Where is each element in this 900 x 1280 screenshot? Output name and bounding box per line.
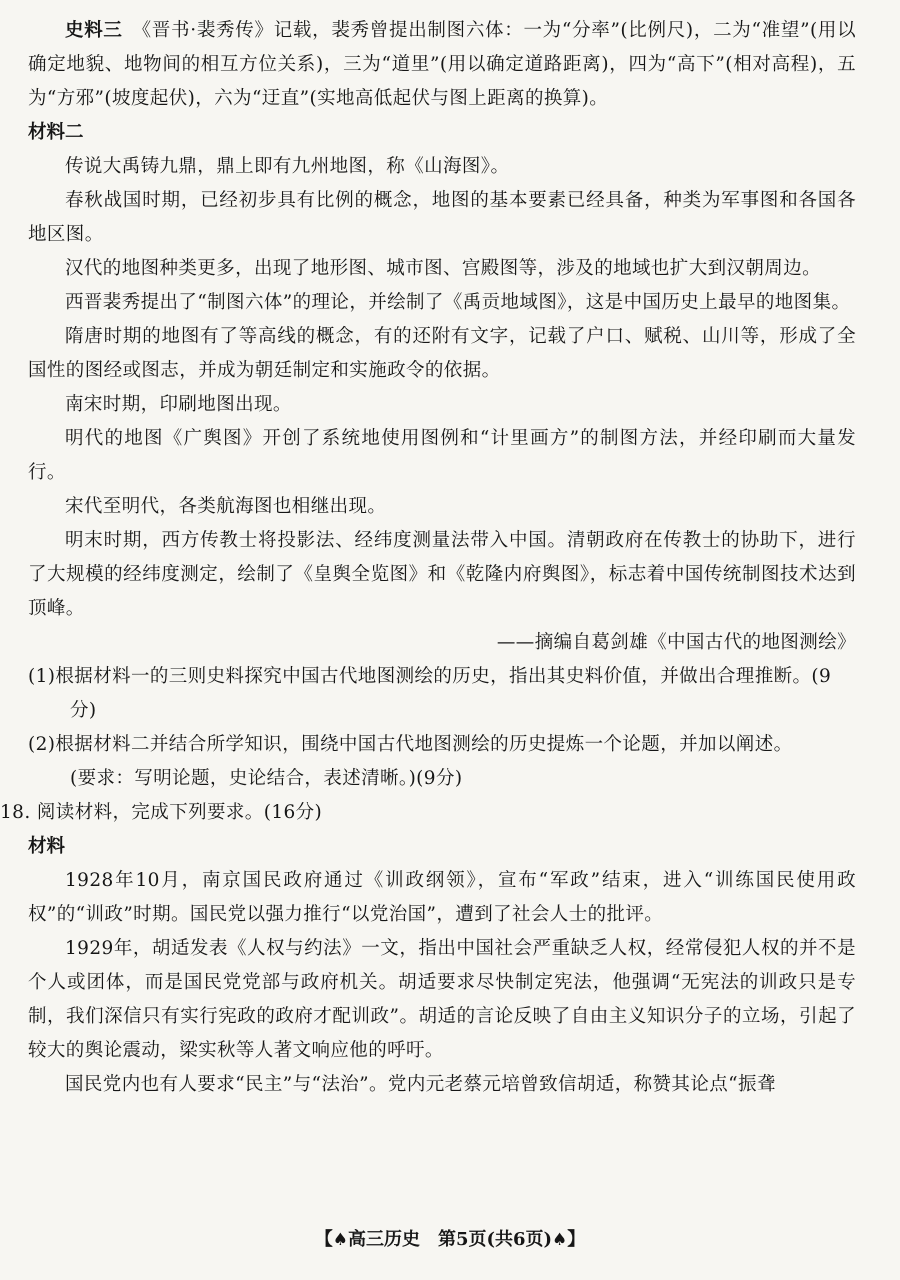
material2-paragraph: 明代的地图《广舆图》开创了系统地使用图例和“计里画方”的制图方法，并经印刷而大量发行。 — [28, 428, 856, 483]
material2-paragraph: 宋代至明代，各类航海图也相继出现。 — [65, 496, 387, 517]
material2-paragraph: 隋唐时期的地图有了等高线的概念，有的还附有文字，记载了户口、赋税、山川等，形成了全国性的图经或图志，并成为朝廷制定和实施政令的依据。 — [28, 326, 856, 381]
q17-part1: (1)根据材料一的三则史料探究中国古代地图测绘的历史，指出其史料价值，并做出合理推断。(9分) — [28, 666, 832, 721]
source3-label: 史料三 — [65, 20, 123, 41]
q18-material-heading: 材料 — [28, 836, 66, 857]
material2-paragraph: 汉代的地图种类更多，出现了地形图、城市图、宫殿图等，涉及的地域也扩大到汉朝周边。 — [65, 258, 822, 279]
q18-title: 18. 阅读材料，完成下列要求。(16分) — [0, 802, 323, 823]
q17-part2: (2)根据材料二并结合所学知识，围绕中国古代地图测绘的历史提炼一个论题，并加以阐述。 — [28, 734, 793, 755]
material2-paragraph: 南宋时期，印刷地图出现。 — [65, 394, 292, 415]
material2-source-citation: ——摘编自葛剑雄《中国古代的地图测绘》 — [496, 632, 856, 653]
spade-icon: ♠ — [552, 1230, 568, 1250]
q18-paragraph: 国民党内也有人要求“民主”与“法治”。党内元老蔡元培曾致信胡适，称赞其论点“振聋 — [65, 1074, 776, 1095]
material2-paragraph: 春秋战国时期，已经初步具有比例的概念，地图的基本要素已经具备，种类为军事图和各国各地区图。 — [28, 190, 856, 245]
q18-paragraph: 1929年，胡适发表《人权与约法》一文，指出中国社会严重缺乏人权，经常侵犯人权的并不是个人或团体，而是国民党党部与政府机关。胡适要求尽快制定宪法，他强调“无宪法的训政只是专制，我们深信只有实行宪政的政府才配训政”。胡适的言论反映了自由主义知识分子的立场，引起了较大的舆论震动，梁实秋等人著文响应他的呼吁。 — [28, 938, 856, 1061]
page-footer: 【♠高三历史 第5页(共6页)♠】 — [314, 1229, 586, 1250]
material2-body — [28, 150, 856, 626]
source3-text: 《晋书·裴秀传》记载，裴秀曾提出制图六体：一为“分率”(比例尺)，二为“准望”(用以确定地貌、地物间的相互方位关系)，三为“道里”(用以确定道路距离)，四为“高下”(相对高程)，五为“方邪”(坡度起伏)，六为“迂直”(实地高低起伏与图上距离的换算)。 — [28, 20, 856, 109]
q17-part2-requirements: (要求：写明论题，史论结合，表述清晰。)(9分) — [70, 768, 463, 789]
spade-icon: ♠ — [332, 1230, 348, 1250]
q18-material-body — [28, 864, 856, 1102]
material1-source3 — [28, 14, 856, 116]
material2-paragraph: 明末时期，西方传教士将投影法、经纬度测量法带入中国。清朝政府在传教士的协助下，进行了大规模的经纬度测定，绘制了《皇舆全览图》和《乾隆内府舆图》，标志着中国传统制图技术达到顶峰。 — [28, 530, 856, 619]
material2-paragraph: 传说大禹铸九鼎，鼎上即有九州地图，称《山海图》。 — [65, 156, 510, 177]
material2-paragraph: 西晋裴秀提出了“制图六体”的理论，并绘制了《禹贡地域图》，这是中国历史上最早的地图集。 — [65, 292, 851, 313]
exam-page — [0, 14, 856, 1102]
q18-paragraph: 1928年10月，南京国民政府通过《训政纲领》，宣布“军政”结束，进入“训练国民使用政权”的“训政”时期。国民党以强力推行“以党治国”，遭到了社会人士的批评。 — [28, 870, 856, 925]
material2-heading: 材料二 — [28, 122, 84, 143]
footer-page-info: 高三历史 第5页(共6页) — [347, 1229, 553, 1250]
